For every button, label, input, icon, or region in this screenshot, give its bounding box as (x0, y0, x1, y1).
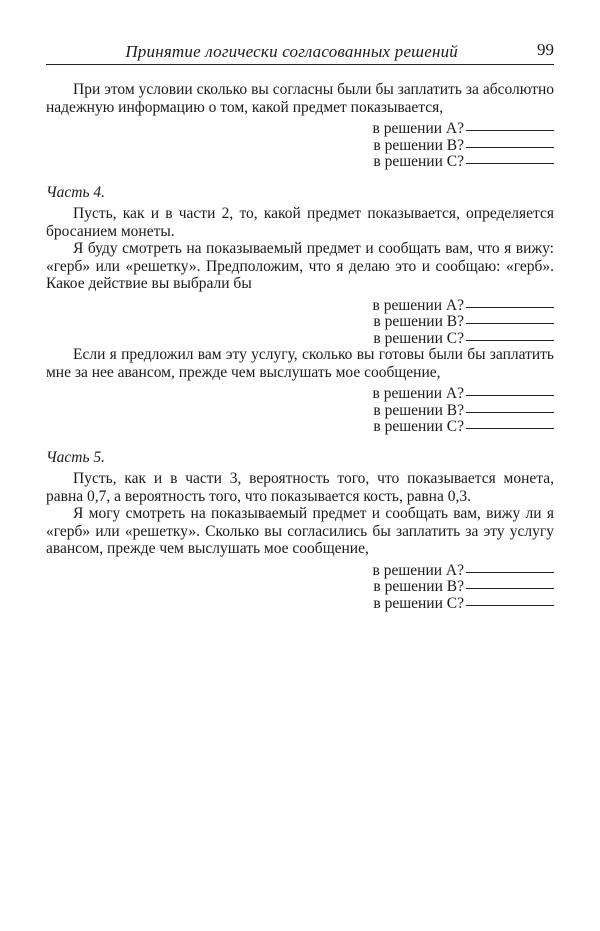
answer-blank (466, 588, 554, 589)
answer-line: в решении B? (46, 137, 554, 154)
answer-blank (466, 572, 554, 573)
page-body (46, 81, 554, 611)
answer-line: в решении A? (46, 385, 554, 402)
answer-block-part4-b (46, 385, 554, 435)
part4-paragraph-1: Пусть, как и в части 2, то, какой предмет показывается, определяется бросанием монеты. (46, 205, 554, 240)
answer-blank (466, 163, 554, 164)
answer-blank (466, 605, 554, 606)
answer-line: в решении C? (46, 418, 554, 435)
part5-paragraph-1: Пусть, как и в части 3, вероятность того, что показывается монета, равна 0,7, а вероятность того, что показывается кость, равна 0,3. (46, 470, 554, 505)
answer-line: в решении A? (46, 297, 554, 314)
part5-paragraph-2: Я могу смотреть на показываемый предмет и сообщать вам, вижу ли я «герб» или «решетку». Сколько вы согласились бы заплатить за эту услугу авансом, прежде чем выслушать мое сообщение, (46, 505, 554, 557)
answer-line: в решении B? (46, 402, 554, 419)
answer-block-part4-a (46, 297, 554, 347)
answer-blank (466, 428, 554, 429)
part4-paragraph-3: Если я предложил вам эту услугу, сколько вы готовы были бы заплатить мне за нее авансом, прежде чем выслушать мое сообщение, (46, 346, 554, 381)
part4-paragraph-2: Я буду смотреть на показываемый предмет и сообщать вам, что я вижу: «герб» или «решетку». Предположим, что я делаю это и сообщаю: «герб». Какое действие вы выбрали бы (46, 240, 554, 292)
answer-line: в решении C? (46, 330, 554, 347)
answer-line: в решении C? (46, 153, 554, 170)
part4-heading: Часть 4. (46, 183, 106, 201)
page-number: 99 (537, 40, 554, 59)
answer-blank (466, 412, 554, 413)
answer-line: в решении A? (46, 562, 554, 579)
answer-blank (466, 130, 554, 131)
answer-line: в решении C? (46, 595, 554, 612)
part5-heading: Часть 5. (46, 448, 106, 466)
answer-blank (466, 307, 554, 308)
answer-blank (466, 323, 554, 324)
answer-blank (466, 340, 554, 341)
answer-line: в решении B? (46, 313, 554, 330)
answer-block-part5 (46, 562, 554, 612)
answer-blank (466, 395, 554, 396)
answer-blank (466, 147, 554, 148)
answer-line: в решении A? (46, 120, 554, 137)
running-title: Принятие логически согласованных решений (125, 42, 458, 61)
answer-line: в решении B? (46, 578, 554, 595)
running-header (46, 38, 554, 65)
answer-block-intro (46, 120, 554, 170)
intro-paragraph: При этом условии сколько вы согласны были бы заплатить за абсолютно надежную информацию о том, какой предмет показывается, (46, 81, 554, 116)
